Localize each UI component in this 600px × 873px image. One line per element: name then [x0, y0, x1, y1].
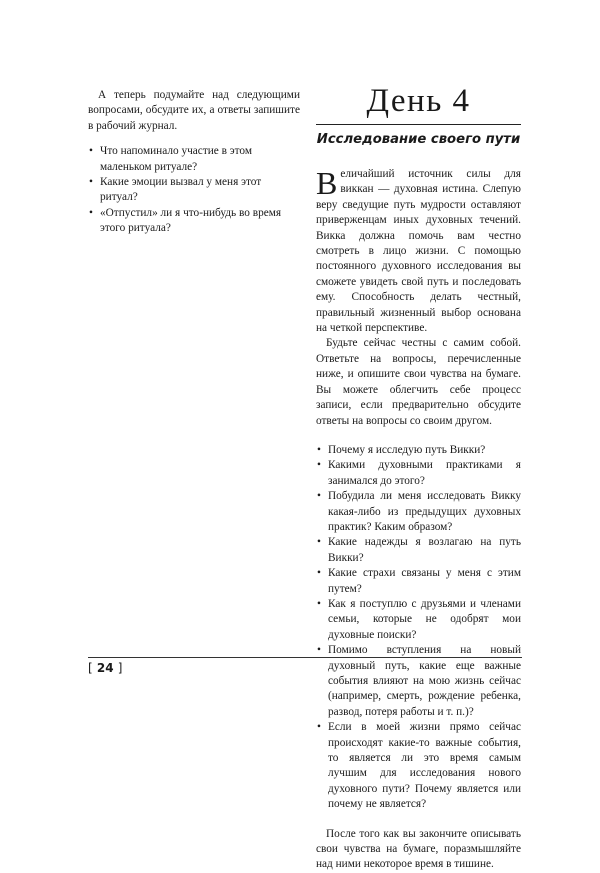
- intro-paragraph: [316, 167, 521, 336]
- page-number: [88, 661, 122, 675]
- right-question-list: [316, 443, 521, 813]
- list-item: • Побудила ли меня исследовать Викку какая-либо из предыдущих духовных практик? Каким образом?: [316, 489, 521, 535]
- right-column: [316, 84, 521, 873]
- day-title: День 4: [366, 83, 471, 119]
- page-bracket-close: ]: [117, 661, 123, 675]
- intro-paragraph-text: еличайший источник силы для виккан — духовная истина. Слепую веру сведущие путь мудрости оставляют приверженцам иных духовных течений. Викка должна помочь вам честно смотреть в лицо жизни. С помощью постоянного духовного исследования вы сможете увидеть свой путь и последовать ему. Способность делать честный, правильный жизненный выбор основана на четкой перспективе.: [316, 168, 521, 335]
- list-item: • Какие эмоции вызвал у меня этот ритуал?: [88, 175, 300, 206]
- list-item: • «Отпустил» ли я что-нибудь во время этого ритуала?: [88, 206, 300, 237]
- footer-divider: [88, 657, 522, 658]
- list-item: • Какие надежды я возлагаю на путь Викки?: [316, 535, 521, 566]
- left-column: [88, 88, 300, 237]
- page-bracket-open: [: [88, 661, 93, 675]
- section-subtitle: Исследование своего пути: [316, 132, 521, 147]
- left-question-list: [88, 144, 300, 236]
- list-item: • Почему я исследую путь Викки?: [316, 443, 521, 458]
- closing-paragraph: После того как вы закончите описывать свои чувства на бумаге, поразмышляйте над ними некоторое время в тишине.: [316, 827, 521, 871]
- instruction-paragraph: Будьте сейчас честны с самим собой. Ответьте на вопросы, перечисленные ниже, и опишите свои чувства на бумаге. Вы можете облегчить себе процесс записи, если предварительно обсудите ответы на вопросы со своим другом.: [316, 337, 521, 427]
- list-item: • Если в моей жизни прямо сейчас происходят какие-то важные события, то является ли это время самым лучшим для исследования нового духовного пути? Почему является или почему не является?: [316, 720, 521, 812]
- drop-cap: В: [316, 165, 338, 201]
- list-item: • Что напоминало участие в этом маленьком ритуале?: [88, 144, 300, 175]
- left-intro-paragraph: А теперь подумайте над следующими вопросами, обсудите их, а ответы запишите в рабочий журнал.: [88, 89, 300, 132]
- list-item: • Помимо вступления на новый духовный путь, какие еще важные события влияют на мою жизнь сейчас (например, смерть, рождение ребенка, развод, потеря работы и т. п.)?: [316, 643, 521, 720]
- list-item: • Какими духовными практиками я занимался до этого?: [316, 458, 521, 489]
- right-body: [316, 167, 521, 873]
- page-number-value: 24: [96, 661, 114, 675]
- list-item: • Как я поступлю с друзьями и членами семьи, которые не одобрят мои духовные поиски?: [316, 597, 521, 643]
- title-divider: [316, 124, 521, 125]
- list-item: • Какие страхи связаны у меня с этим путем?: [316, 566, 521, 597]
